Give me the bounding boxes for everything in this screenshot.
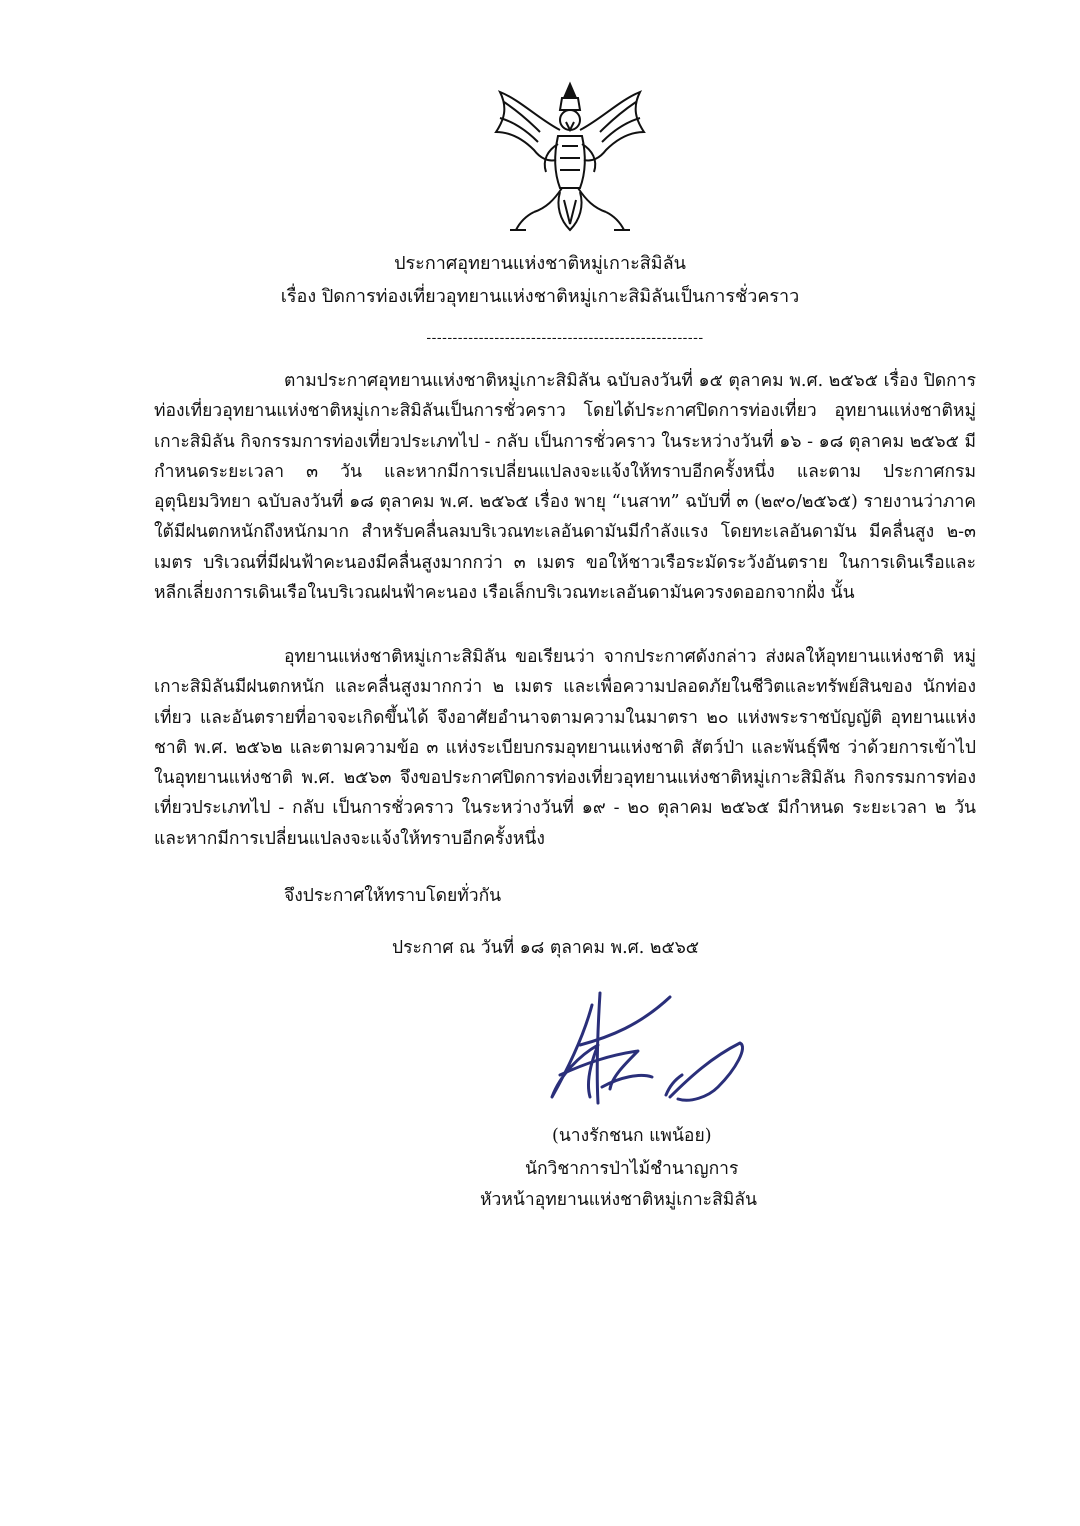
body-paragraph-1: ตามประกาศอุทยานแห่งชาติหมู่เกาะสิมิลัน ฉบับลงวันที่ ๑๕ ตุลาคม พ.ศ. ๒๕๖๕ เรื่อง ปิดการท่องเที่ยวอุทยานแห่งชาติหมู่เกาะสิมิลันเป็นการชั่วคราว โดยได้ประกาศปิดการท่องเที่ยว อุทยานแห่งชาติหมู่เกาะสิมิลัน กิจกรรมการท่องเที่ยวประเภทไป - กลับ เป็นการชั่วคราว ในระหว่างวันที่ ๑๖ - ๑๘ ตุลาคม ๒๕๖๕ มีกำหนดระยะเวลา ๓ วัน และหากมีการเปลี่ยนแปลงจะแจ้งให้ทราบอีกครั้งหนึ่ง และตาม ประกาศกรมอุตุนิยมวิทยา ฉบับลงวันที่ ๑๘ ตุลาคม พ.ศ. ๒๕๖๕ เรื่อง พายุ “เนสาท” ฉบับที่ ๓ (๒๙๐/๒๕๖๕) รายงานว่าภาคใต้มีฝนตกหนักถึงหนักมาก สำหรับคลื่นลมบริเวณทะเลอันดามันมีกำลังแรง โดยทะเลอันดามัน มีคลื่นสูง ๒-๓ เมตร บริเวณที่มีฝนฟ้าคะนองมีคลื่นสูงมากกว่า ๓ เมตร ขอให้ชาวเรือระมัดระวังอันตราย ในการเดินเรือและหลีกเลี่ยงการเดินเรือในบริเวณฝนฟ้าคะนอง เรือเล็กบริเวณทะเลอันดามันควรงดออกจากฝั่ง นั้น xyxy=(154,371,976,604)
signatory-name: (นางรักชนก แพน้อย) xyxy=(552,1126,712,1146)
announcement-subject: เรื่อง ปิดการท่องเที่ยวอุทยานแห่งชาติหมู่เกาะสิมิลันเป็นการชั่วคราว xyxy=(280,286,800,307)
signatory-position: นักวิชาการป่าไม้ชำนาญการ xyxy=(525,1159,739,1179)
announcement-date: ประกาศ ณ วันที่ ๑๘ ตุลาคม พ.ศ. ๒๕๖๕ xyxy=(392,938,700,958)
body-paragraph-2: อุทยานแห่งชาติหมู่เกาะสิมิลัน ขอเรียนว่า จากประกาศดังกล่าว ส่งผลให้อุทยานแห่งชาติ หมู่เกาะสิมิลันมีฝนตกหนัก และคลื่นสูงมากกว่า ๒ เมตร และเพื่อความปลอดภัยในชีวิตและทรัพย์สินของ นักท่องเที่ยว และอันตรายที่อาจจะเกิดขึ้นได้ จึงอาศัยอำนาจตามความในมาตรา ๒๐ แห่งพระราชบัญญัติ อุทยานแห่งชาติ พ.ศ. ๒๕๖๒ และตามความข้อ ๓ แห่งระเบียบกรมอุทยานแห่งชาติ สัตว์ป่า และพันธุ์พืช ว่าด้วยการเข้าไปในอุทยานแห่งชาติ พ.ศ. ๒๕๖๓ จึงขอประกาศปิดการท่องเที่ยวอุทยานแห่งชาติหมู่เกาะสิมิลัน กิจกรรมการท่องเที่ยวประเภทไป - กลับ เป็นการชั่วคราว ในระหว่างวันที่ ๑๙ - ๒๐ ตุลาคม ๒๕๖๕ มีกำหนด ระยะเวลา ๒ วัน และหากมีการเปลี่ยนแปลงจะแจ้งให้ทราบอีกครั้งหนึ่ง xyxy=(154,647,976,849)
divider-line: ----------------------------------------------------- xyxy=(426,330,704,346)
garuda-emblem-icon xyxy=(490,80,650,238)
closing-statement: จึงประกาศให้ทราบโดยทั่วกัน xyxy=(284,886,502,906)
signatory-role: หัวหน้าอุทยานแห่งชาติหมู่เกาะสิมิลัน xyxy=(480,1190,757,1210)
handwritten-signature xyxy=(540,985,760,1115)
announcement-title: ประกาศอุทยานแห่งชาติหมู่เกาะสิมิลัน xyxy=(394,253,686,274)
